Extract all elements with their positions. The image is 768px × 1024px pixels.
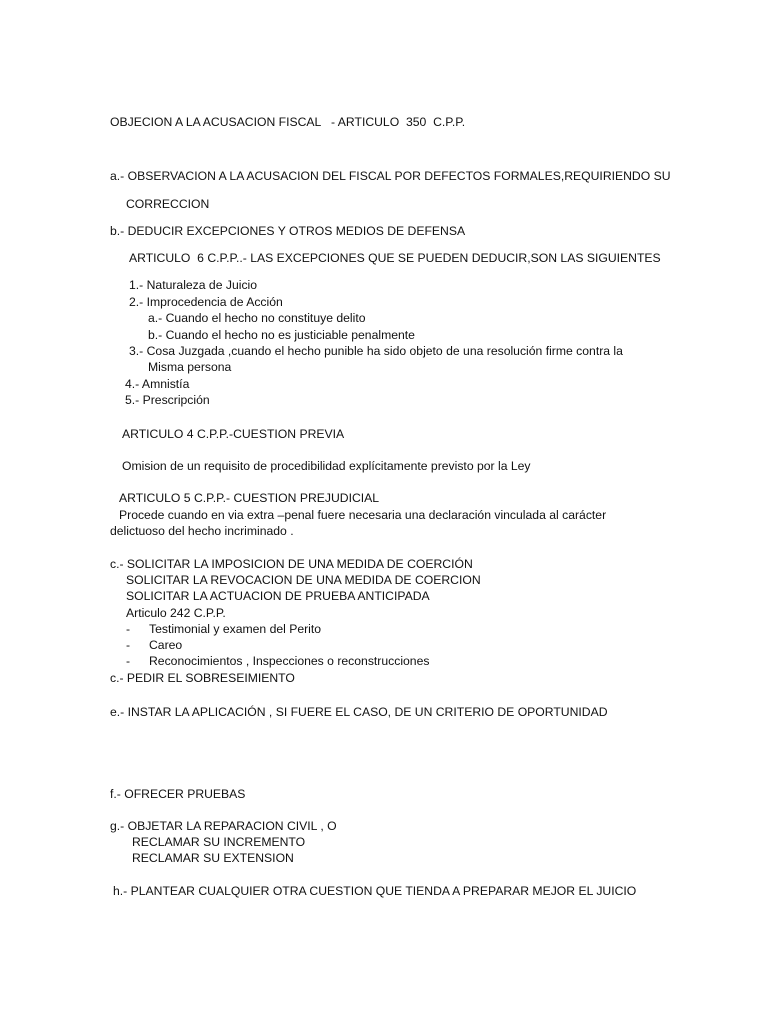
exception-item-3-line-1: 3.- Cosa Juzgada ,cuando el hecho punible ha sido objeto de una resolución firme contra la	[129, 344, 623, 358]
item-c-line-2: SOLICITAR LA REVOCACION DE UNA MEDIDA DE COERCION	[126, 573, 481, 587]
article-4-text: Omision de un requisito de procedibilidad explícitamente previsto por la Ley	[122, 459, 531, 473]
item-f-line: f.- OFRECER PRUEBAS	[110, 787, 246, 801]
exception-item-2: 2.- Improcedencia de Acción	[129, 295, 283, 309]
exception-item-1: 1.- Naturaleza de Juicio	[129, 278, 258, 292]
item-a-line-2: CORRECCION	[126, 197, 210, 211]
document-title: OBJECION A LA ACUSACION FISCAL - ARTICULO 350 C.P.P.	[110, 115, 466, 129]
article-242-item-1: Testimonial y examen del Perito	[149, 622, 322, 636]
item-c-line-1: c.- SOLICITAR LA IMPOSICION DE UNA MEDIDA DE COERCIÓN	[110, 557, 473, 571]
list-bullet-dash: -	[126, 654, 131, 668]
item-g-line-1: g.- OBJETAR LA REPARACION CIVIL , O	[110, 819, 337, 833]
exception-item-5: 5.- Prescripción	[125, 393, 210, 407]
exception-item-2a: a.- Cuando el hecho no constituye delito	[148, 311, 366, 325]
item-g-line-2: RECLAMAR SU INCREMENTO	[132, 835, 306, 849]
article-4-heading: ARTICULO 4 C.P.P.-CUESTION PREVIA	[122, 427, 345, 441]
exception-item-2b: b.- Cuando el hecho no es justiciable penalmente	[148, 328, 415, 342]
list-bullet-dash: -	[126, 622, 131, 636]
article-242-item-3: Reconocimientos , Inspecciones o reconstrucciones	[149, 654, 430, 668]
exception-item-4: 4.- Amnistía	[125, 377, 190, 391]
item-c-line-3: SOLICITAR LA ACTUACION DE PRUEBA ANTICIPADA	[126, 589, 430, 603]
article-5-text-line-1: Procede cuando en via extra –penal fuere necesaria una declaración vinculada al carácter	[119, 508, 607, 522]
article-242-heading: Articulo 242 C.P.P.	[126, 606, 226, 620]
article-6-heading: ARTICULO 6 C.P.P..- LAS EXCEPCIONES QUE SE PUEDEN DEDUCIR,SON LAS SIGUIENTES	[129, 251, 661, 265]
item-g-line-3: RECLAMAR SU EXTENSION	[132, 851, 294, 865]
article-242-item-2: Careo	[149, 638, 183, 652]
article-5-text-line-2: delictuoso del hecho incriminado .	[110, 524, 294, 538]
item-a-line-1: a.- OBSERVACION A LA ACUSACION DEL FISCAL POR DEFECTOS FORMALES,REQUIRIENDO SU	[110, 169, 671, 183]
item-b-line: b.- DEDUCIR EXCEPCIONES Y OTROS MEDIOS DE DEFENSA	[110, 224, 466, 238]
item-e-line: e.- INSTAR LA APLICACIÓN , SI FUERE EL CASO, DE UN CRITERIO DE OPORTUNIDAD	[110, 705, 608, 719]
item-c2-line: c.- PEDIR EL SOBRESEIMIENTO	[110, 671, 295, 685]
article-5-heading: ARTICULO 5 C.P.P.- CUESTION PREJUDICIAL	[119, 491, 380, 505]
item-h-line: h.- PLANTEAR CUALQUIER OTRA CUESTION QUE TIENDA A PREPARAR MEJOR EL JUICIO	[113, 884, 637, 898]
list-bullet-dash: -	[126, 638, 131, 652]
exception-item-3-line-2: Misma persona	[148, 360, 232, 374]
